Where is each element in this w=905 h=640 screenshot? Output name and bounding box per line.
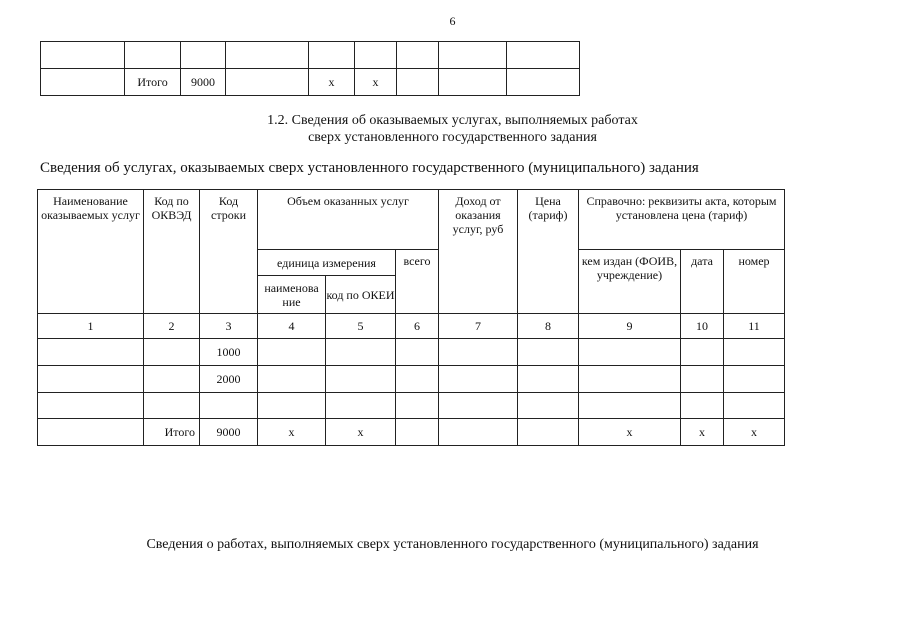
header-date: дата — [681, 250, 724, 314]
column-numbers-row — [38, 314, 785, 339]
header-name: Наименование оказываемых услуг — [38, 190, 144, 314]
column-number: 4 — [258, 314, 326, 339]
header-row-code: Код строки — [200, 190, 258, 314]
column-number: 6 — [396, 314, 439, 339]
section-heading — [0, 112, 905, 146]
x-mark: х — [355, 69, 397, 96]
header-ref: Справочно: реквизиты акта, которым установлена цена (тариф) — [579, 190, 785, 250]
header-okei: код по ОКЕИ — [326, 276, 396, 314]
header-number: номер — [724, 250, 785, 314]
x-mark: х — [724, 419, 785, 446]
column-number: 11 — [724, 314, 785, 339]
column-number: 8 — [518, 314, 579, 339]
table-row — [38, 366, 785, 393]
table-row — [41, 69, 580, 96]
services-table — [37, 189, 785, 446]
x-mark: х — [309, 69, 355, 96]
table-row — [41, 42, 580, 69]
header-unit: единица измерения — [258, 250, 396, 276]
column-number: 7 — [439, 314, 518, 339]
x-mark: х — [258, 419, 326, 446]
total-code: 9000 — [181, 69, 226, 96]
row-code: 2000 — [200, 366, 258, 393]
header-volume: Объем оказанных услуг — [258, 190, 439, 250]
column-number: 9 — [579, 314, 681, 339]
row-code — [200, 393, 258, 419]
header-row — [38, 190, 785, 250]
page-number: 6 — [449, 14, 456, 28]
column-number: 5 — [326, 314, 396, 339]
header-okved: Код по ОКВЭД — [144, 190, 200, 314]
row-code: 1000 — [200, 339, 258, 366]
works-title: Сведения о работах, выполняемых сверх установленного государственного (муниципального) задания — [146, 537, 759, 552]
total-label: Итого — [125, 69, 181, 96]
header-unit-name: наименова ние — [258, 276, 326, 314]
table-row — [38, 339, 785, 366]
x-mark: х — [681, 419, 724, 446]
header-total: всего — [396, 250, 439, 314]
section-heading-line1: 1.2. Сведения об оказываемых услугах, выполняемых работах — [267, 113, 638, 128]
column-number: 10 — [681, 314, 724, 339]
total-label: Итого — [144, 419, 200, 446]
top-table — [40, 41, 580, 96]
header-issued-by: кем издан (ФОИВ, учреждение) — [579, 250, 681, 314]
total-row — [38, 419, 785, 446]
total-code: 9000 — [200, 419, 258, 446]
x-mark: х — [579, 419, 681, 446]
column-number: 2 — [144, 314, 200, 339]
x-mark: х — [326, 419, 396, 446]
header-income: Доход от оказания услуг, руб — [439, 190, 518, 314]
services-title: Сведения об услугах, оказываемых сверх установленного государственного (муниципального) задания — [40, 160, 699, 176]
column-number: 1 — [38, 314, 144, 339]
section-heading-line2: сверх установленного государственного задания — [308, 130, 597, 145]
header-price: Цена (тариф) — [518, 190, 579, 314]
column-number: 3 — [200, 314, 258, 339]
table-row — [38, 393, 785, 419]
